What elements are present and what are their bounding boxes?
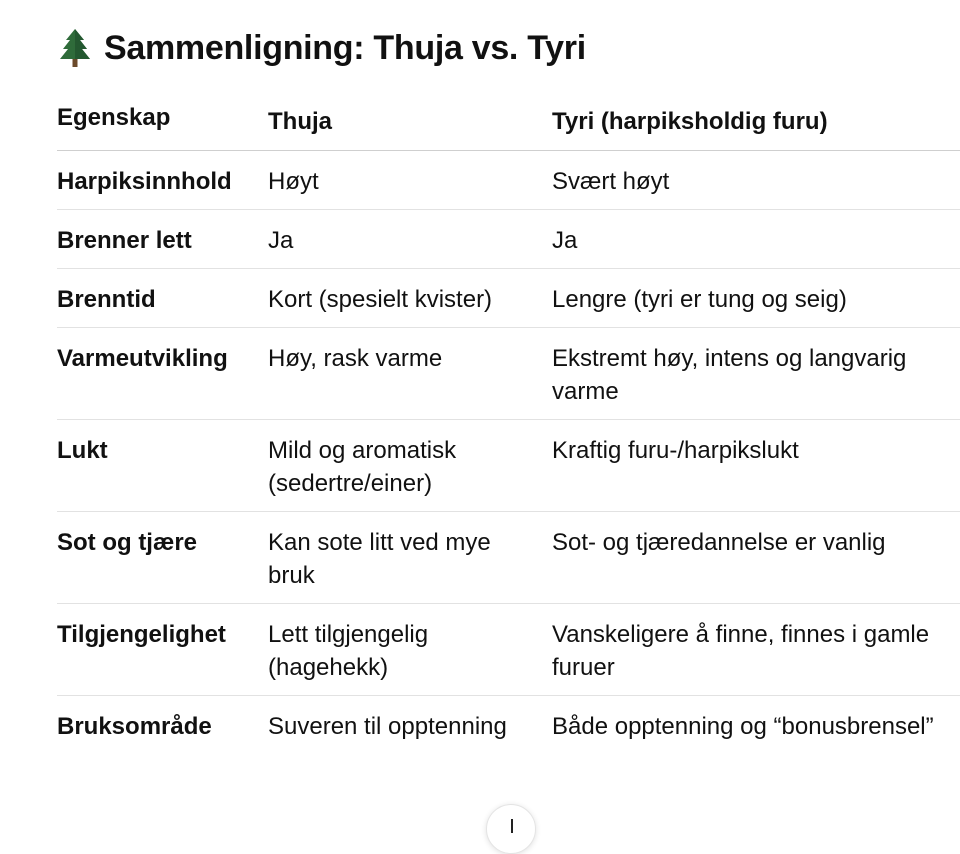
- table-row: [57, 269, 960, 328]
- row-tyri-value: Kraftig furu-/harpikslukt: [552, 437, 799, 464]
- row-thuja-value: Lett tilgjengelig (hagehekk): [268, 621, 429, 681]
- row-property: Harpiksinnhold: [57, 168, 232, 195]
- row-thuja-value: Kort (spesielt kvister): [268, 286, 493, 313]
- row-property: Tilgjengelighet: [57, 621, 226, 648]
- row-thuja-value: Høy, rask varme: [268, 345, 443, 372]
- table-row: [57, 696, 960, 754]
- row-thuja-value: Suveren til opptenning: [268, 713, 507, 740]
- row-property: Lukt: [57, 437, 108, 464]
- column-header-tyri: Tyri (harpiksholdig furu): [552, 108, 828, 135]
- arrow-down-icon: [511, 819, 513, 833]
- row-tyri-value: Sot- og tjæredannelse er vanlig: [552, 529, 886, 556]
- row-thuja-value: Mild og aromatisk (sedertre/einer): [268, 437, 457, 497]
- row-property: Varmeutvikling: [57, 345, 228, 372]
- row-property: Sot og tjære: [57, 529, 198, 556]
- row-property: Bruksområde: [57, 713, 212, 740]
- comparison-table: [57, 92, 960, 754]
- page-title: [58, 28, 586, 68]
- scroll-down-button[interactable]: [486, 804, 536, 854]
- table-row: [57, 604, 960, 696]
- table-row: [57, 210, 960, 269]
- row-tyri-value: Vanskeligere å finne, finnes i gamle furuer: [552, 621, 930, 681]
- row-thuja-value: Kan sote litt ved mye bruk: [268, 529, 491, 589]
- row-tyri-value: Lengre (tyri er tung og seig): [552, 286, 847, 313]
- row-tyri-value: Både opptenning og “bonusbrensel”: [552, 713, 934, 740]
- table-header-row: [57, 92, 960, 151]
- row-thuja-value: Ja: [268, 227, 294, 254]
- column-header-property: Egenskap: [57, 104, 171, 131]
- row-thuja-value: Høyt: [268, 168, 319, 195]
- column-header-thuja: Thuja: [268, 108, 332, 135]
- page-title-text: Sammenligning: Thuja vs. Tyri: [104, 28, 586, 67]
- row-property: Brenntid: [57, 286, 156, 313]
- row-tyri-value: Ja: [552, 227, 578, 254]
- table-row: [57, 512, 960, 604]
- table-row: [57, 328, 960, 420]
- row-property: Brenner lett: [57, 227, 192, 254]
- row-tyri-value: Svært høyt: [552, 168, 670, 195]
- table-row: [57, 420, 960, 512]
- evergreen-tree-icon: [58, 28, 92, 68]
- table-row: [57, 151, 960, 210]
- row-tyri-value: Ekstremt høy, intens og langvarig varme: [552, 345, 907, 405]
